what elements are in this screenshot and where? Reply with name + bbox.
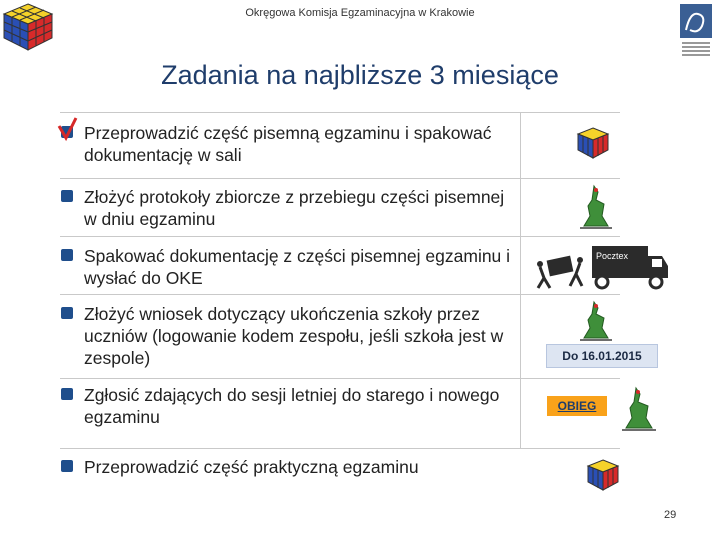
dragon-icon [578,298,614,344]
checkbox-bullet-icon [60,189,74,203]
page-number: 29 [664,509,677,521]
checkbox-bullet-icon [60,306,74,320]
task-text: Spakować dokumentację z części pisemnej egzaminu i wysłać do OKE [84,246,511,288]
obieg-link[interactable]: OBIEG [547,396,607,416]
checkbox-bullet-icon [60,387,74,401]
oke-logo-icon [676,4,716,60]
task-item [60,245,520,289]
row-divider [60,378,620,379]
task-item [60,122,520,166]
checkbox-bullet-icon [60,248,74,262]
row-divider [60,112,620,113]
page-title: Zadania na najbliższe 3 miesiące [161,60,559,90]
row-divider [60,178,620,179]
task-item [60,186,520,230]
task-item [60,303,520,369]
check-mark-icon [56,116,78,142]
column-divider [520,112,521,448]
row-divider [60,448,620,449]
row-divider [60,294,620,295]
header-organization: Okręgowa Komisja Egzaminacyjna w Krakowie [245,7,475,19]
rubik-cube-icon [586,458,620,492]
rubik-cube-icon [576,126,610,160]
task-text: Przeprowadzić część pisemną egzaminu i spakować dokumentację w sali [84,123,492,165]
task-text: Przeprowadzić część praktyczną egzaminu [84,457,419,477]
dragon-icon [618,384,658,434]
task-item [60,456,620,478]
dragon-icon [578,182,614,232]
row-divider [60,236,620,237]
truck-label: Pocztex [596,251,629,261]
task-text: Złożyć wniosek dotyczący ukończenia szkoły przez uczniów (logowanie kodem zespołu, jeśli szkoła jest w zespole) [84,304,504,368]
task-item [60,384,520,428]
task-text: Złożyć protokoły zbiorcze z przebiegu części pisemnej w dniu egzaminu [84,187,505,229]
checkbox-bullet-icon [60,459,74,473]
deadline-badge: Do 16.01.2015 [546,344,658,368]
task-text: Zgłosić zdających do sesji letniej do starego i nowego egzaminu [84,385,500,427]
